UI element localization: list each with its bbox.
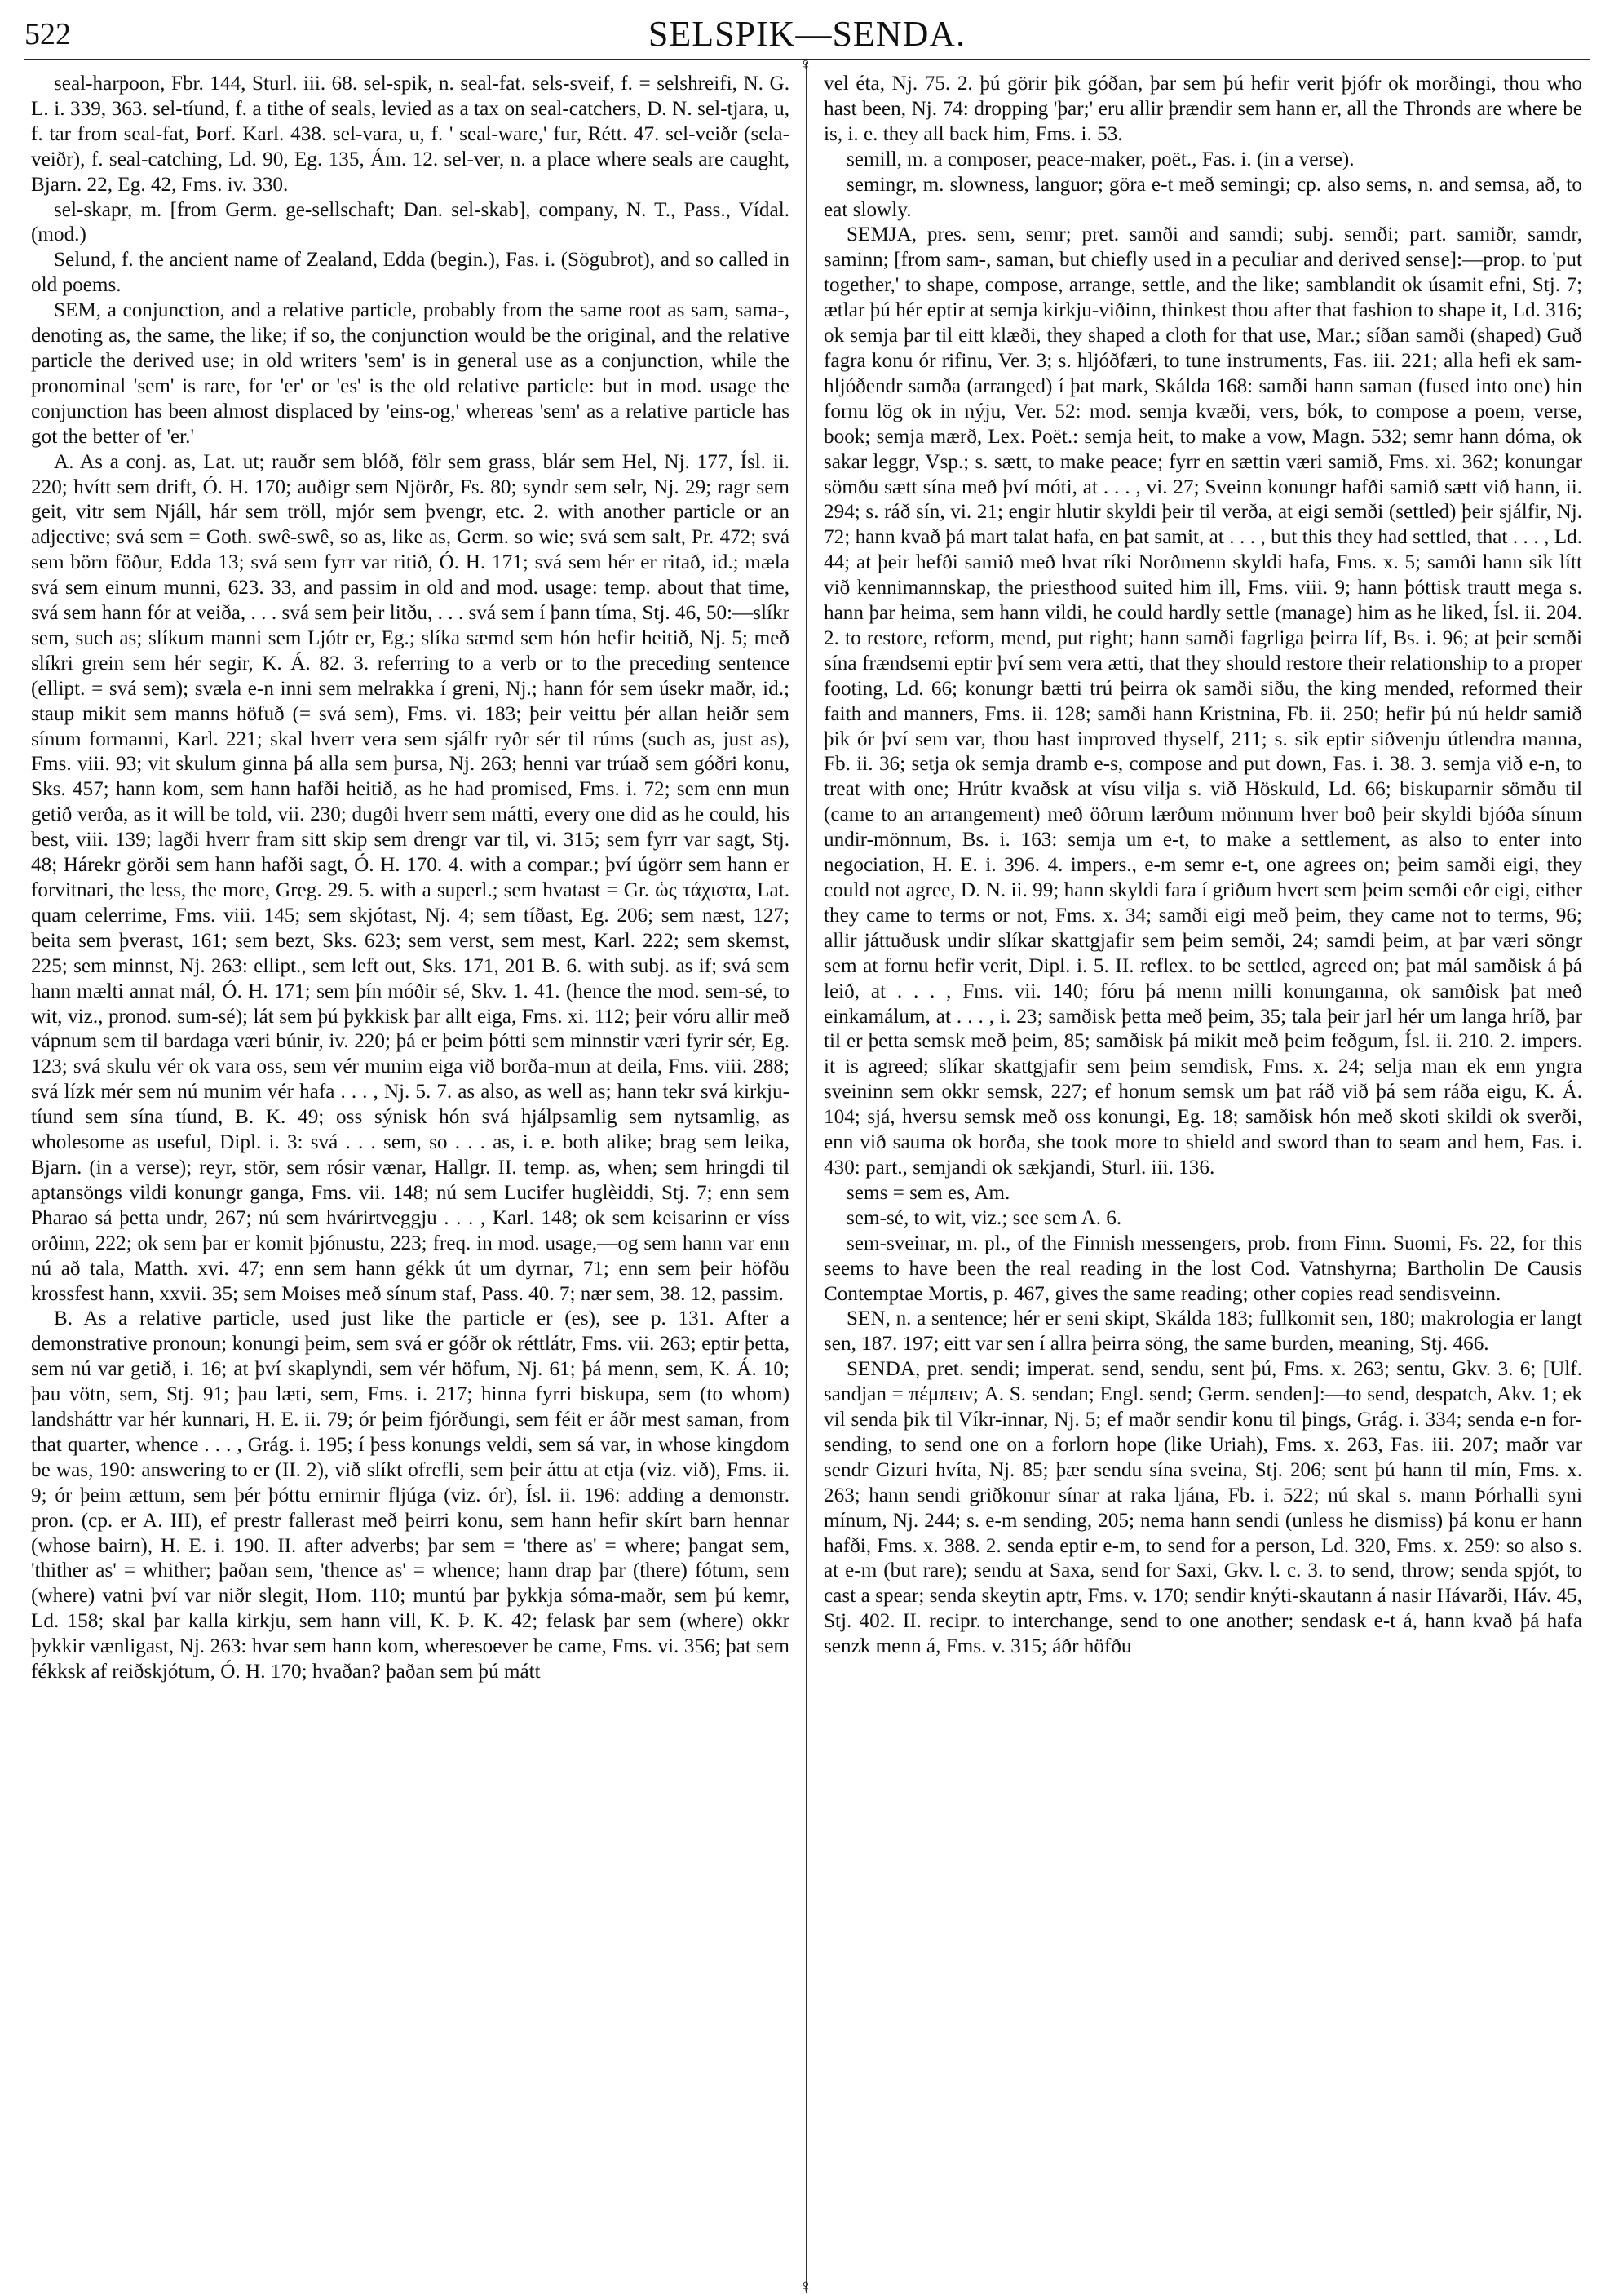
right-column	[824, 72, 1582, 2282]
left-column	[31, 72, 789, 2282]
entry-sem-se: sem-sé, to wit, viz.; see sem A. 6.	[847, 1206, 1122, 1229]
entry-selund: Selund, f. the ancient name of Zealand, Edda (begin.), Fas. i. (Sögubrot), and so called in old poems.	[31, 249, 789, 297]
running-head: SELSPIK—SENDA.	[648, 14, 966, 54]
entry-sen: SEN, n. a sentence; hér er seni skipt, Skálda 183; fullkomit sen, 180; makrologia er langt sen, 187. 197; eitt var sen í allra þeirra söng, the same burden, meaning, Stj. 466.	[824, 1307, 1582, 1356]
divider-ornament-bottom: ♀	[798, 2276, 813, 2296]
entry-semja: SEMJA, pres. sem, semr; pret. samði and samdi; subj. semði; part. samiðr, samdr, saminn; [from sam-, saman, but chiefly used in a peculiar and derived sense]:—prop. to 'put together,' to shape, compose, arrange, settle, and the like; samblandit ok úsamit efni, Stj. 7; ætlar þú hér eptir at semja kirkju-viðinn, thinkest thou after that fashion to shape it, Ld. 316; ok semja þar til eitt klæði, they shaped a cloth for that use, Mar.; síðan samði (shaped) Guð fagra konu ór rifinu, Ver. 3; s. hljóðfæri, to tune instruments, Fas. iii. 221; alla hefi ek sam-hljóðendr samða (arranged) í þat mark, Skálda 168: samði hann saman (fused into one) hin fornu lög ok in nýju, Ver. 52: mod. semja kvæði, vers, bók, to compose a poem, verse, book; semja mærð, Lex. Poët.: semja heit, to make a vow, Magn. 532; semr hann dóma, ok sakar leggr, Vsp.; s. sætt, to make peace; fyrr en sættin væri samið, Fms. xi. 362; konungar sömðu sætt sína með því móti, at . . . , vi. 27; Sveinn konungr hafði samið sætt við hann, ii. 294; s. ráð sín, vi. 21; engir hlutir skyldi þeir til verða, at eigi semði (settled) þeir sjálfir, Nj. 72; hann kvað þá mart talat hafa, en þat samit, at . . . , but this they had settled, that . . . , Ld. 44; at þeir hefði samið með hvat ríki Norðmenn skyldi hafa, Fms. x. 5; samði hann sik lítt við kennimannskap, the priesthood suited him ill, Fms. viii. 9; hann þóttisk trautt mega s. hann þar heima, sem hann vildi, he could hardly settle (manage) him as he liked, Ísl. ii. 204. 2. to restore, reform, mend, put right; hann samði fagrliga þeirra líf, Bs. i. 96; at þeir semði sína frændsemi eptir því sem vera ætti, that they should restore their relationship to a proper footing, Ld. 66; konungr bætti trú þeirra ok samði siðu, the king mended, reformed their faith and manners, Fms. ii. 128; samði hann Kristnina, Fb. ii. 250; hefir þú nú heldr samið þik ór því sem var, thou hast improved thyself, 211; s. sik eptir siðvenju útlendra manna, Fb. ii. 36; setja ok semja dramb e-s, compose and put down, Fas. i. 38. 3. semja við e-n, to treat with one; Hrútr kvaðsk at vísu vilja s. við Höskuld, Ld. 66; biskuparnir sömðu til (came to an arrangement) með öðrum lærðum mönnum hver boð þeir skyldi bjóða sínum undir-mönnum, Bs. i. 163: semja um e-t, to make a settlement, as also to enter into negociation, H. E. i. 396. 4. impers., e-m semr e-t, one agrees on; þeim samði eigi, they could not agree, D. N. ii. 99; hann skyldi fara í griðum hvert sem þeim semði eðr eigi, either they came to terms or not, Fms. x. 34; samði eigi með þeim, they came not to terms, 96; allir játtuðusk undir slíkar skattgjafir sem þeim semði, 24; samdi þeim, at þar væri söngr sem at fornu hefir verit, Dipl. i. 5. II. reflex. to be settled, agreed on; þat mál samðisk á þá leið, at . . . , Fms. vii. 140; fóru þá menn milli konunganna, ok samðisk þat með einkamálum, at . . . , i. 23; samðisk þetta með þeim, 35; tala þeir jarl hér um langa hríð, þar til er þetta semsk með þeim, 85; samðisk þá mikit með þeim feðgum, Ísl. ii. 210. 2. impers. it is agreed; slíkar skattgjafir sem þeim semdisk, Fms. x. 24; selja man ek enn yngra sveininn sem okkr semsk, 227; ef honum semsk um þat ráð við þá sem ráða eigu, K. Á. 104; sjá, hversu semsk með oss konungi, Eg. 18; samðisk hón með skoti skildi ok sverði, enn við sauma ok borða, she took more to shield and sword than to seam and hem, Fas. i. 430: part., semjandi ok sækjandi, Sturl. iii. 136.	[824, 223, 1582, 1179]
entry-semingr: semingr, m. slowness, languor; göra e-t með semingi; cp. also sems, n. and semsa, að, to eat slowly.	[824, 173, 1582, 221]
entry-sem-sveinar: sem-sveinar, m. pl., of the Finnish messengers, prob. from Finn. Suomi, Fs. 22, for this seems to have been the real reading in the lost Cod. Vatnshyrna; Bartholin De Causis Contemptae Mortis, p. 467, gives the same reading; other copies read sendisveinn.	[824, 1232, 1582, 1305]
entry-senda: SENDA, pret. sendi; imperat. send, sendu, sent þú, Fms. x. 263; sentu, Gkv. 3. 6; [Ulf. sandjan = πέμπειν; A. S. sendan; Engl. send; Germ. senden]:—to send, despatch, Akv. 1; ek vil senda þik til Víkr-innar, Nj. 5; ef maðr sendir konu til þings, Grág. i. 334; senda e-n for-sending, to send one on a forlorn hope (like Uriah), Fms. x. 263, Fas. iii. 207; maðr var sendr Gizuri hvíta, Nj. 85; þær sendu sína sveina, Stj. 206; sent þú hann til mín, Fms. x. 263; hann sendi griðkonur sínar at raka ljána, Fb. i. 522; nú skal s. mann Þórhalli syni mínum, Nj. 244; s. e-m sending, 205; nema hann sendi (unless he dismiss) þá konu er hann hafði, Fms. x. 388. 2. senda eptir e-m, to send for a person, Ld. 320, Fms. x. 259: so also s. at e-m (but rare); sendu at Saxa, send for Saxi, Gkv. l. c. 3. to send, throw; senda spjót, to cast a spear; senda skeytin aptr, Fms. v. 170; sendir knýti-skautann á nasir Hávarði, Háv. 45, Stj. 402. II. recipr. to interchange, send to one another; sendask e-t á, hann kvað þá hafa senzk menn á, Fms. v. 315; áðr höfðu	[824, 1358, 1582, 1658]
entry-sem-section-a: A. As a conj. as, Lat. ut; rauðr sem blóð, fölr sem grass, blár sem Hel, Nj. 177, Ísl. ii. 220; hvítt sem drift, Ó. H. 170; auðigr sem Njörðr, Fs. 80; syndr sem selr, Nj. 29; ragr sem geit, vitr sem Njáll, hár sem tröll, mjór sem þvengr, etc. 2. with another particle or an adjective; svá sem = Goth. swê-swê, so as, like as, Germ. so wie; svá sem salt, Pr. 472; svá sem börn föður, Edda 13; svá sem fyrr var ritið, Ó. H. 171; svá sem hér er ritað, id.; mæla svá sem einum munni, 623. 33, and passim in old and mod. usage: temp. about that time, svá sem hann fór at veiða, . . . svá sem þeir litðu, . . . svá sem í þann tíma, Stj. 46, 50:—slíkr sem, such as; slíkum manni sem Ljótr er, Eg.; slíka sæmd sem hón hefir heitið, Nj. 5; með slíkri grein sem hér segir, K. Á. 82. 3. referring to a verb or to the preceding sentence (ellipt. = svá sem); svæla e-n inni sem melrakka í greni, Nj.; hann fór sem úsekr maðr, id.; staup mikit sem manns höfuð (= svá sem), Fms. vi. 183; þeir veittu þér allan heiðr sem sínum formanni, Karl. 221; skal hverr vera sem sjálfr ryðr sér til rúms (such as, just as), Fms. viii. 93; vit skulum ginna þá alla sem þursa, Nj. 263; henni var trúað sem góðri konu, Sks. 457; hann kom, sem hann hafði heitið, as he had promised, Fms. i. 72; sem enn mun getið verða, as it will be told, vii. 230; dugði hverr sem mátti, every one did as he could, his best, viii. 139; lagði hverr fram sitt skip sem drengr var til, vi. 315; sem fyrr var sagt, Stj. 48; Hárekr görði sem hann hafði sagt, Ó. H. 170. 4. with a compar.; því úgörr sem hann er forvitnari, the less, the more, Greg. 29. 5. with a superl.; sem hvatast = Gr. ὡς τάχιστα, Lat. quam celerrime, Fms. viii. 145; sem skjótast, Nj. 4; sem tíðast, Eg. 206; sem næst, 127; beita sem þverast, 161; sem bezt, Sks. 623; sem verst, sem mest, Karl. 222; sem skemst, 225; sem minnst, Nj. 263: ellipt., sem left out, Sks. 171, 201 B. 6. with subj. as if; svá sem hann mælti annat mál, Ó. H. 171; sem þín móðir sé, Skv. 1. 41. (hence the mod. sem-sé, to wit, viz., pronod. sum-sé); lát sem þú þykkisk þar allt eiga, Fms. xi. 112; þeir vóru allir með vápnum sem til bardaga væri búnir, iv. 220; þá er þeim þótti sem minnstir væri fyrir sér, Eg. 123; svá skulu vér ok vara oss, sem vér munim eiga við borða-mun at deila, Fms. viii. 288; svá lízk mér sem nú munim vér hafa . . . , Nj. 5. 7. as also, as well as; hann tekr svá kirkju-tíund sem sína tíund, B. K. 49; oss sýnisk hón svá hjálpsamlig sem nytsamlig, as wholesome as useful, Dipl. i. 3: svá . . . sem, so . . . as, i. e. both alike; brag sem leika, Bjarn. (in a verse); reyr, stör, sem rósir vænar, Hallgr. II. temp. as, when; sem hringdi til aptansöngs vildi konungr ganga, Fms. vii. 148; nú sem Lucifer huglèiddi, Stj. 7; enn sem Pharao sá þetta undr, 267; nú sem hvárirtveggju . . . , Karl. 148; ok sem keisarinn er víss orðinn, 222; ok sem þar er komit þjónustu, 223; freq. in mod. usage,—og sem hann var enn nú að tala, Matth. xvi. 47; enn sem hann gékk út um dyrnar, 71; enn sem þeir höfðu krossfest hann, xxvii. 35; sem Moises með sínum staf, Pass. 40. 7; nær sem, 38. 12, passim.	[31, 450, 789, 1305]
entry-seal-compounds: seal-harpoon, Fbr. 144, Sturl. iii. 68. sel-spik, n. seal-fat. sels-sveif, f. = selshreifi, N. G. L. i. 339, 363. sel-tíund, f. a tithe of seals, levied as a tax on seal-catchers, D. N. sel-tjara, u, f. tar from seal-fat, Þorf. Karl. 438. sel-vara, u, f. ' seal-ware,' fur, Rétt. 47. sel-veiðr (sela-veiðr), f. seal-catching, Ld. 90, Eg. 135, Ám. 12. sel-ver, n. a place where seals are caught, Bjarn. 22, Eg. 42, Fms. iv. 330.	[31, 73, 789, 196]
page-number: 522	[24, 17, 71, 51]
entry-sem: SEM, a conjunction, and a relative particle, probably from the same root as sam, sama-, denoting as, the same, the like; if so, the conjunction would be the original, and the relative particle the derived use; in old writers 'sem' is in general use as a conjunction, while the pronominal 'sem' is rare, for 'er' or 'es' is the old relative particle: but in mod. usage the conjunction has been almost displaced by 'eins-og,' whereas 'sem' as a relative particle has got the better of 'er.'	[31, 299, 789, 448]
entry-sems: sems = sem es, Am.	[847, 1181, 1010, 1204]
entry-sem-section-b: B. As a relative particle, used just like the particle er (es), see p. 131. After a demonstrative pronoun; konungi þeim, sem svá er góðr ok réttlátr, Fms. vii. 263; eptir þetta, sem nú var getið, i. 16; at því skaplyndi, sem vér höfum, Nj. 61; þá menn, sem, K. Á. 10; þau vötn, sem, Stj. 91; þau læti, sem, Fms. i. 217; hinna fyrri biskupa, sem (to whom) landsháttr var hér kunnari, H. E. ii. 79; ór þeim fjórðungi, sem féit er áðr mest saman, from that quarter, whence . . . , Grág. i. 195; í þess konungs veldi, sem sá var, in whose kingdom be was, 190: answering to er (II. 2), við slíkt ofrefli, sem þeir áttu at etja (viz. við), Fms. ii. 9; ór þeim ættum, sem þér þóttu ernirnir fljúga (viz. ór), Ísl. ii. 196: adding a demonstr. pron. (cp. er A. III), ef prestr fallerast með þeirri konu, sem hann hefir skírt barn hennar (whose bairn), H. E. i. 190. II. after adverbs; þar sem = 'there as' = where; þangat sem, 'thither as' = whither; þaðan sem, 'thence as' = whence; hann drap þar (there) fótum, sem (where) vatni því var niðr slegit, Hom. 110; muntú þar þykkja sóma-maðr, sem þú kemr, Ld. 158; skal þar kalla kirkju, sem hann vill, K. Þ. K. 42; felask þar sem (where) okkr þykkir vænligast, Nj. 263: hvar sem hann kom, wheresoever be came, Fms. vi. 356; þat sem fékksk af reiðskjótum, Ó. H. 170; hvaðan? þaðan sem þú mátt	[31, 1307, 789, 1683]
divider-ornament-top: ♀	[798, 54, 813, 74]
page-header	[24, 10, 1590, 59]
column-divider	[806, 62, 807, 2293]
entry-sem-continued: vel éta, Nj. 75. 2. þú görir þik góðan, þar sem þú hefir verit þjófr ok morðingi, thou who hast been, Nj. 74: dropping 'þar;' eru allir þrændir sem hann er, all the Thronds are where be is, i. e. they all back him, Fms. i. 53.	[824, 73, 1582, 145]
entry-semill: semill, m. a composer, peace-maker, poët., Fas. i. (in a verse).	[847, 148, 1355, 170]
entry-sel-skapr: sel-skapr, m. [from Germ. ge-sellschaft; Dan. sel-skab], company, N. T., Pass., Vídal. (mod.)	[31, 198, 789, 246]
